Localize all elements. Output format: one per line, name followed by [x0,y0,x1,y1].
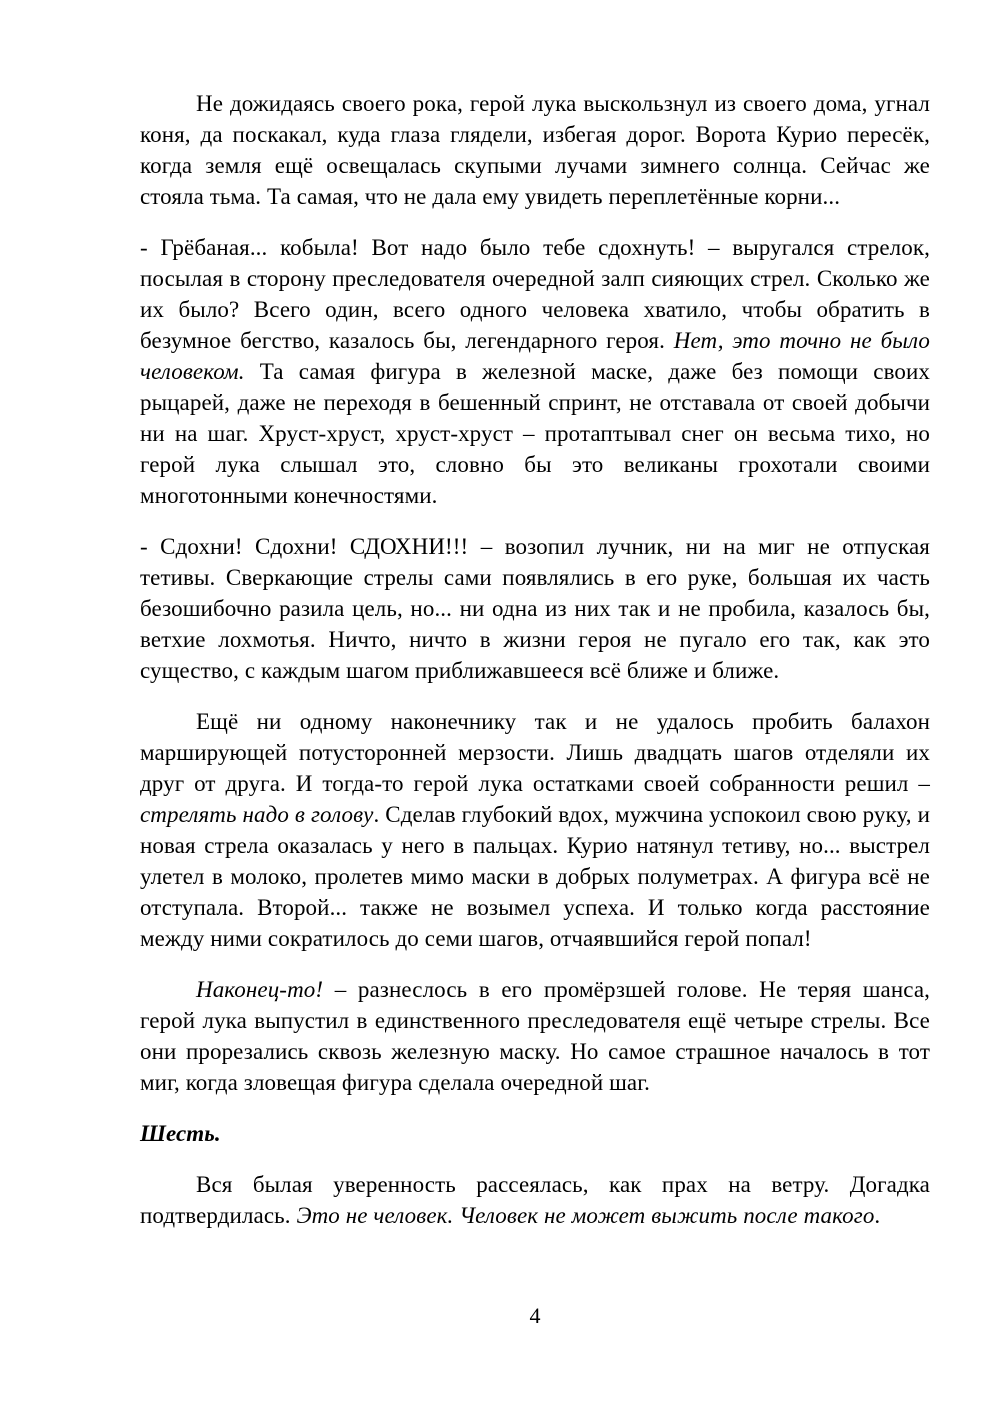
section-heading [140,1118,930,1149]
text-run: – разнеслось в его промёрзшей голове. Не теряя шанса, герой лука выпустил в единственного преследователя ещё четыре стрелы. Все они прорезались сквозь железную маску. Но самое страшное началось в тот миг, когда зловещая фигура сделала очередной шаг. [140,977,930,1095]
paragraph [140,531,930,686]
page-number: 4 [529,1303,541,1328]
text-body [140,88,930,1251]
text-run: Это не человек. Человек не может выжить после такого [296,1203,875,1228]
text-run: . Сделав глубокий вдох, мужчина успокоил свою руку, и новая стрела оказалась у него в пальцах. Курио натянул тетиву, но... выстрел улетел в молоко, пролетев мимо маски в добрых полуметрах. А фигура всё не отступала. Второй... также не возымел успеха. И только когда расстояние между ними сократилось до семи шагов, отчаявшийся герой попал! [140,802,930,951]
text-run: . [874,1203,881,1228]
paragraph [140,974,930,1098]
text-run: - Грёбаная... кобыла! Вот надо было тебе сдохнуть! – выругался стрелок, посылая в сторону преследователя очередной залп сияющих стрел. Сколько же их было? Всего один, всего одного человека хватило, чтобы обратить в безумное бегство, казалось бы, легендарного героя. [140,235,930,353]
paragraph [140,706,930,954]
paragraph [140,1169,930,1231]
text-run: - Сдохни! Сдохни! СДОХНИ!!! – возопил лучник, ни на миг не отпуская тетивы. Сверкающие стрелы сами появлялись в его руке, большая их часть безошибочно разила цель, но... ни одна из них так и не пробила, казалось бы, ветхие лохмотья. Ничто, ничто в жизни героя не пугало его так, как это существо, с каждым шагом приближавшееся всё ближе и ближе. [140,534,930,683]
text-run: Шесть. [140,1121,221,1146]
text-run: стрелять надо в голову [140,802,374,827]
paragraph [140,88,930,212]
text-run: Наконец-то! [196,977,324,1002]
text-run: Ещё ни одному наконечнику так и не удалось пробить балахон марширующей потусторонней мерзости. Лишь двадцать шагов отделяли их друг от друга. И тогда-то герой лука остатками своей собранности решил – [140,709,930,796]
page-footer [140,1303,930,1329]
text-run: Вся былая уверенность рассеялась, как прах на ветру. Догадка подтвердилась. [140,1172,930,1228]
paragraph [140,232,930,511]
text-run: Та самая фигура в железной маске, даже без помощи своих рыцарей, даже не переходя в бешенный спринт, не отставала от своей добычи ни на шаг. Хруст-хруст, хруст-хруст – протаптывал снег он весьма тихо, но герой лука слышал это, словно бы это великаны грохотали своими многотонными конечностями. [140,359,930,508]
text-run: Не дожидаясь своего рока, герой лука выскользнул из своего дома, угнал коня, да поскакал, куда глаза глядели, избегая дорог. Ворота Курио пересёк, когда земля ещё освещалась скупыми лучами зимнего солнца. Сейчас же стояла тьма. Та самая, что не дала ему увидеть переплетённые корни... [140,91,930,209]
text-run: Нет, это точно не было человеком. [140,328,930,384]
